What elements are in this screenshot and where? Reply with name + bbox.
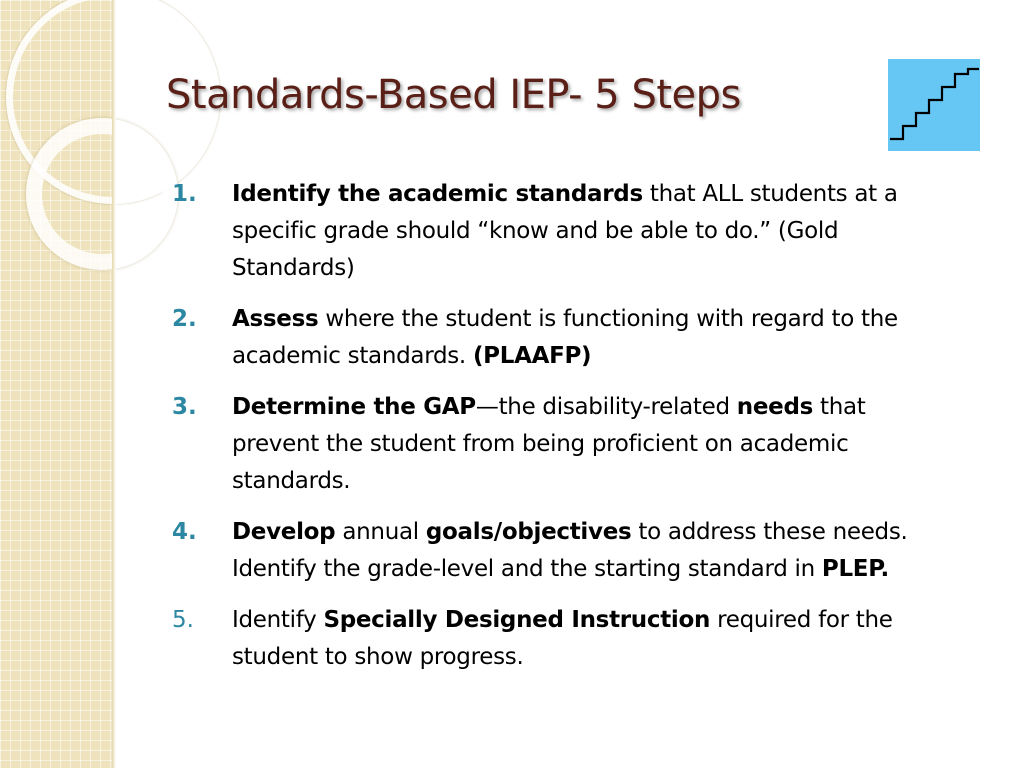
stairs-icon [888, 59, 980, 151]
step-text: Determine the GAP—the disability-related needs that prevent the student from being proficient on academic standards. [232, 394, 866, 494]
slide-title: Standards-Based IEP- 5 Steps [166, 72, 741, 118]
decorative-sidebar [0, 0, 112, 768]
sidebar-edge [112, 0, 116, 768]
step-text: Identify the academic standards that ALL students at a specific grade should “know and be able to do.” (Gold Standards) [232, 181, 898, 281]
step-3 [172, 389, 912, 500]
step-text: Assess where the student is functioning with regard to the academic standards. (PLAAFP) [232, 306, 898, 369]
decorative-ring-small [26, 118, 178, 270]
step-number: 5. [172, 607, 194, 633]
step-4 [172, 514, 912, 588]
step-number: 4. [172, 519, 197, 545]
step-1 [172, 176, 912, 287]
step-5 [172, 602, 912, 676]
step-number: 1. [172, 181, 197, 207]
step-text: Identify Specially Designed Instruction required for the student to show progress. [232, 607, 893, 670]
step-text: Develop annual goals/objectives to address these needs. Identify the grade-level and the starting standard in PLEP. [232, 519, 908, 582]
steps-list [172, 176, 912, 690]
step-number: 2. [172, 306, 197, 332]
step-number: 3. [172, 394, 197, 420]
step-2 [172, 301, 912, 375]
